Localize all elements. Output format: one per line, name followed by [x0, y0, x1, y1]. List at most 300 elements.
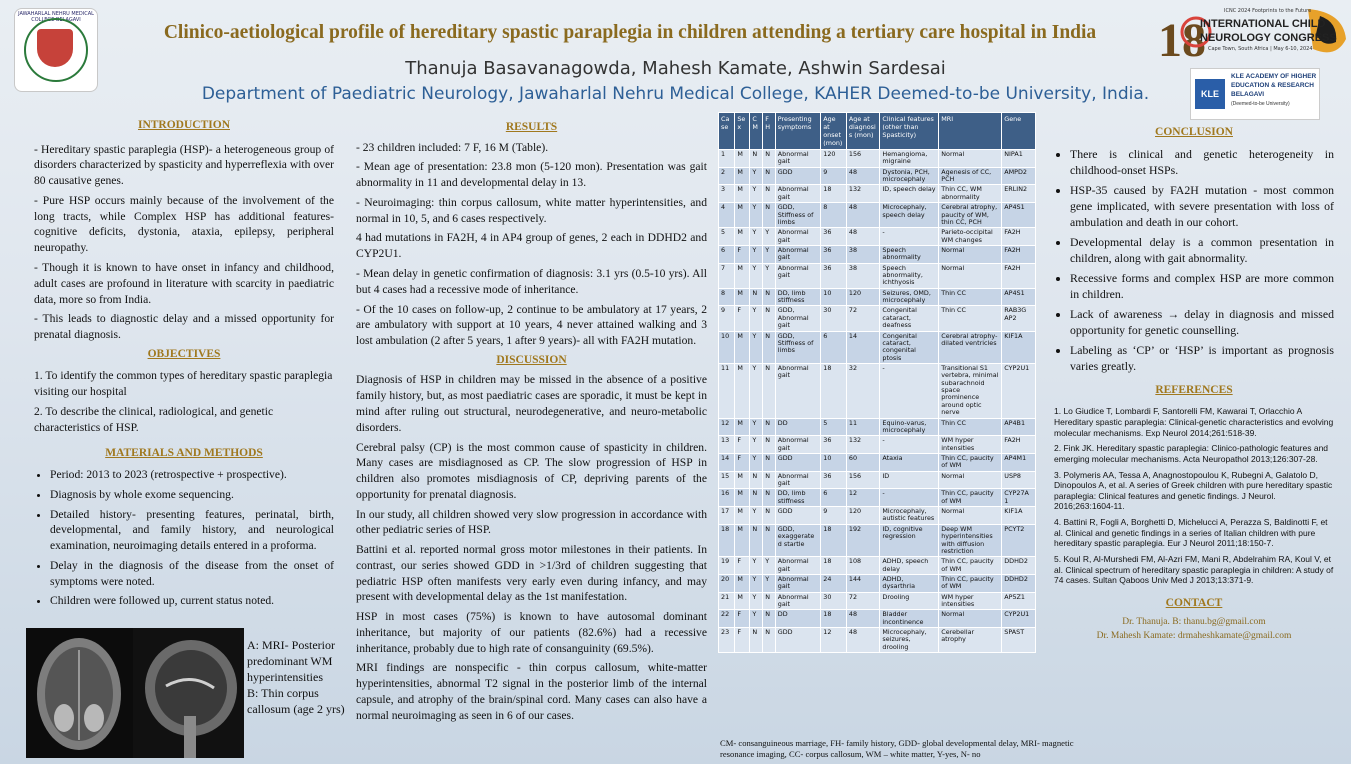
table-cell: Y: [763, 263, 776, 288]
mri-caption: [247, 638, 347, 718]
authors: Thanuja Basavanagowda, Mahesh Kamate, Ashwin Sardesai: [405, 58, 946, 79]
table-row: [719, 306, 1036, 331]
table-cell: 48: [846, 167, 880, 185]
kle-logo: [1190, 68, 1320, 120]
contact-line-2[interactable]: Dr. Mahesh Kamate: drmaheshkamate@gmail.com: [1096, 631, 1292, 642]
table-cell: Abnormal gait: [775, 263, 820, 288]
table-cell: FA2H: [1002, 436, 1036, 454]
table-cell: -: [880, 228, 939, 246]
table-cell: DDHD2: [1002, 557, 1036, 575]
table-cell: Normal: [939, 471, 1002, 489]
table-row: [719, 167, 1036, 185]
table-cell: Abnormal gait: [775, 228, 820, 246]
table-cell: Y: [750, 610, 763, 628]
table-cell: Normal: [939, 245, 1002, 263]
table-cell: N: [750, 288, 763, 306]
table-cell: N: [763, 436, 776, 454]
table-cell: CYP2U1: [1002, 363, 1036, 418]
intro-para: - Though it is known to have onset in infancy and childhood, adult cases are profound in literature with scarcity in paediatric data, more so from India.: [34, 260, 334, 306]
table-cell: Deep WM hyperintensities with diffusion restriction: [939, 524, 1002, 556]
table-cell: 10: [821, 288, 847, 306]
intro-para: - This leads to diagnostic delay and a missed opportunity for prenatal diagnosis.: [34, 312, 334, 342]
discussion-heading: DISCUSSION: [496, 353, 567, 366]
table-cell: Thin CC: [939, 288, 1002, 306]
table-cell: M: [735, 228, 750, 246]
table-cell: N: [763, 471, 776, 489]
table-cell: Thin CC, paucity of WM: [939, 453, 1002, 471]
table-cell: 14: [719, 453, 735, 471]
table-cell: M: [735, 203, 750, 228]
table-cell: F: [735, 628, 750, 653]
table-cell: Y: [763, 557, 776, 575]
table-row: [719, 471, 1036, 489]
table-cell: 36: [821, 436, 847, 454]
table-cell: N: [763, 203, 776, 228]
table-cell: Bladder incontinence: [880, 610, 939, 628]
table-cell: WM hyper intensities: [939, 592, 1002, 610]
reference-item: 5. Koul R, Al-Murshedi FM, Al-Azri FM, Mani R, Abdelrahim RA, Koul V, et al. Clinical spectrum of hereditary spastic paraplegia in children: A study of 74 cases. Sultan Qaboos Univ Med J 2013;13:371-9.: [1054, 553, 1334, 586]
contact-heading: CONTACT: [1165, 596, 1223, 609]
table-row: [719, 263, 1036, 288]
table-header-cell: Age at onset (mon): [821, 113, 847, 150]
table-cell: F: [735, 436, 750, 454]
table-row: [719, 288, 1036, 306]
table-cell: 5: [821, 418, 847, 436]
methods-list: [34, 467, 334, 609]
table-row: [719, 453, 1036, 471]
table-cell: M: [735, 489, 750, 507]
table-cell: 38: [846, 263, 880, 288]
table-cell: FA2H: [1002, 228, 1036, 246]
table-cell: DD, limb stiffness: [775, 288, 820, 306]
table-cell: N: [763, 331, 776, 363]
table-row: [719, 363, 1036, 418]
table-cell: 108: [846, 557, 880, 575]
table-cell: GDD: [775, 628, 820, 653]
table-cell: 156: [846, 471, 880, 489]
table-cell: 132: [846, 436, 880, 454]
table-cell: 36: [821, 245, 847, 263]
table-cell: M: [735, 471, 750, 489]
methods-item: • Diagnosis by whole exome sequencing.: [50, 487, 334, 503]
table-header-cell: Gene: [1002, 113, 1036, 150]
table-cell: 32: [846, 363, 880, 418]
table-cell: 6: [821, 331, 847, 363]
conclusion-item: • There is clinical and genetic heterogeneity in childhood-onset HSPs.: [1070, 146, 1334, 178]
table-cell: DD: [775, 610, 820, 628]
table-cell: Abnormal gait: [775, 574, 820, 592]
table-cell: Congenital cataract, deafness: [880, 306, 939, 331]
table-cell: 72: [846, 592, 880, 610]
table-header-cell: MRI: [939, 113, 1002, 150]
discussion-para: HSP in most cases (75%) is known to have autosomal dominant inheritance, but majority of our patients (82.6%) had a recessive inheritance, probably due to high rate of consanguinity (69.5%).: [356, 610, 707, 655]
contact-info: [1054, 615, 1334, 644]
table-cell: Y: [750, 306, 763, 331]
table-cell: Abnormal gait: [775, 471, 820, 489]
table-row: [719, 418, 1036, 436]
table-cell: 9: [821, 167, 847, 185]
table-cell: 23: [719, 628, 735, 653]
table-cell: Y: [763, 228, 776, 246]
table-cell: 4: [719, 203, 735, 228]
table-cell: N: [763, 363, 776, 418]
table-row: [719, 331, 1036, 363]
table-cell: 10: [719, 331, 735, 363]
table-cell: CYP2U1: [1002, 610, 1036, 628]
table-cell: 11: [846, 418, 880, 436]
table-cell: N: [763, 592, 776, 610]
table-cell: -: [880, 436, 939, 454]
objective-item: 1. To identify the common types of hereditary spastic paraplegia visiting our hospital: [34, 369, 333, 399]
table-cell: ADHD, dysarthria: [880, 574, 939, 592]
table-cell: AP4S1: [1002, 288, 1036, 306]
table-cell: USP8: [1002, 471, 1036, 489]
table-header-cell: Presenting symptoms: [775, 113, 820, 150]
table-cell: Speech abnormality: [880, 245, 939, 263]
table-cell: 30: [821, 306, 847, 331]
table-cell: N: [750, 524, 763, 556]
table-cell: 60: [846, 453, 880, 471]
icnc-logo: [1158, 4, 1348, 66]
table-cell: Cerebral atrophy, paucity of WM, thin CC, PCH: [939, 203, 1002, 228]
mri-caption-a: A: MRI- Posterior predominant WM hyperintensities: [247, 638, 335, 684]
table-cell: Y: [750, 203, 763, 228]
table-cell: Transitional S1 vertebra, minimal subarachnoid space prominence around optic nerve: [939, 363, 1002, 418]
table-cell: 144: [846, 574, 880, 592]
table-header-cell: C M: [750, 113, 763, 150]
table-cell: NIPA1: [1002, 150, 1036, 168]
table-cell: ERLIN2: [1002, 185, 1036, 203]
table-header-cell: Clinical features (other than Spasticity): [880, 113, 939, 150]
table-cell: N: [750, 150, 763, 168]
table-cell: 3: [719, 185, 735, 203]
table-cell: GDD, Stiffness of limbs: [775, 203, 820, 228]
table-cell: F: [735, 245, 750, 263]
table-cell: Dystonia, PCH, microcephaly: [880, 167, 939, 185]
contact-line-1[interactable]: Dr. Thanuja. B: thanu.bg@gmail.com: [1122, 616, 1266, 627]
table-cell: Y: [750, 185, 763, 203]
table-cell: 15: [719, 471, 735, 489]
table-cell: M: [735, 507, 750, 525]
patient-table: [718, 112, 1036, 653]
reference-item: 4. Battini R, Fogli A, Borghetti D, Michelucci A, Perazza S, Baldinotti F, et al. Clinical and genetic findings in a series of Italian children with pure hereditary spastic paraplegia. Eur J Neurol 2011;18:150-7.: [1054, 517, 1328, 549]
table-cell: N: [763, 418, 776, 436]
methods-item: • Delay in the diagnosis of the disease from the onset of symptoms were noted.: [50, 558, 334, 590]
table-header-cell: Age at diagnosi s (mon): [846, 113, 880, 150]
table-cell: 48: [846, 628, 880, 653]
table-cell: FA2H: [1002, 245, 1036, 263]
table-cell: 48: [846, 228, 880, 246]
table-cell: Agenesis of CC, PCH: [939, 167, 1002, 185]
references-list: [1054, 406, 1334, 585]
results-para: - Of the 10 cases on follow-up, 2 continue to be ambulatory at 17 years, 2 are ambulatory with support at 10 years, 4 never attained walking and 3 lost ambulation (2 after 5 years, 1 after 9 years)- all with FA2H mutation.: [356, 302, 707, 348]
conclusion-item: • Lack of awareness → delay in diagnosis and missed opportunity for genetic counselling.: [1070, 306, 1334, 338]
table-cell: 5: [719, 228, 735, 246]
table-header-row: [719, 113, 1036, 150]
table-cell: 12: [846, 489, 880, 507]
table-cell: N: [750, 489, 763, 507]
table-cell: WM hyper intensities: [939, 436, 1002, 454]
table-cell: PCYT2: [1002, 524, 1036, 556]
table-cell: M: [735, 592, 750, 610]
table-cell: Ataxia: [880, 453, 939, 471]
table-cell: 10: [821, 453, 847, 471]
table-cell: Y: [750, 507, 763, 525]
table-cell: 48: [846, 203, 880, 228]
table-cell: 18: [821, 610, 847, 628]
table-cell: Congenital cataract, congenital ptosis: [880, 331, 939, 363]
table-row: [719, 507, 1036, 525]
icnc-tagline: ICNC 2024 Footprints to the Future: [1224, 8, 1312, 14]
table-cell: N: [763, 167, 776, 185]
table-cell: N: [763, 489, 776, 507]
patient-table-container: [718, 112, 1036, 653]
table-cell: AP4B1: [1002, 418, 1036, 436]
results-para: - 23 children included: 7 F, 16 M (Table).: [356, 140, 549, 154]
table-cell: Y: [750, 245, 763, 263]
table-cell: Seizures, OMD, microcephaly: [880, 288, 939, 306]
table-cell: ID: [880, 471, 939, 489]
table-cell: Abnormal gait: [775, 592, 820, 610]
reference-item: 1. Lo Giudice T, Lombardi F, Santorelli FM, Kawarai T, Orlacchio A Hereditary spastic paraplegia: Clinical-genetic characteristics and evolving molecular mechanisms. Exp Neurol 2014;261:518-39.: [1054, 406, 1334, 438]
table-cell: CYP27A 1: [1002, 489, 1036, 507]
table-cell: 18: [821, 524, 847, 556]
table-cell: Y: [750, 363, 763, 418]
table-cell: KIF1A: [1002, 331, 1036, 363]
table-cell: 14: [846, 331, 880, 363]
table-cell: Y: [750, 263, 763, 288]
table-cell: ADHD, speech delay: [880, 557, 939, 575]
kle-badge: KLE: [1195, 79, 1225, 109]
table-cell: Abnormal gait: [775, 436, 820, 454]
table-cell: DDHD2: [1002, 574, 1036, 592]
table-header-cell: F H: [763, 113, 776, 150]
table-cell: GDD: [775, 453, 820, 471]
mri-images: [26, 628, 244, 758]
reference-item: 3. Polymeris AA, Tessa A, Anagnostopoulou K, Rubegni A, Galatolo D, Dinopoulos A, et al. A series of Greek children with pure hereditary spastic paraplegia: Clinical features and genetic findings. J Neurol. 2016;263:1604-11.: [1054, 469, 1333, 512]
table-cell: Y: [750, 167, 763, 185]
table-cell: 2: [719, 167, 735, 185]
table-cell: Y: [750, 331, 763, 363]
table-row: [719, 610, 1036, 628]
discussion-para: In our study, all children showed very slow progression in accordance with other pediatric series of HSP.: [356, 507, 707, 537]
table-cell: 9: [719, 306, 735, 331]
results-para: - Neuroimaging: thin corpus callosum, white matter hyperintensities, and normal in 10, 5, and 6 cases respectively.: [356, 195, 707, 225]
table-cell: Normal: [939, 263, 1002, 288]
table-cell: Y: [750, 574, 763, 592]
results-para: 4 had mutations in FA2H, 4 in AP4 group of genes, 2 each in DDHD2 and CYP2U1.: [356, 231, 707, 261]
table-cell: Y: [750, 592, 763, 610]
icnc-line2: NEUROLOGY CONGRESS: [1200, 32, 1337, 44]
table-cell: M: [735, 150, 750, 168]
department: Department of Paediatric Neurology, Jawaharlal Nehru Medical College, KAHER Deemed-to-be University, India.: [201, 84, 1150, 104]
table-cell: M: [735, 524, 750, 556]
table-cell: AP5Z1: [1002, 592, 1036, 610]
table-cell: Y: [750, 418, 763, 436]
table-cell: Thin CC, paucity of WM: [939, 574, 1002, 592]
left-column: [34, 118, 334, 613]
table-cell: 192: [846, 524, 880, 556]
conclusion-item: • Developmental delay is a common presentation in children, along with gait abnormality.: [1070, 234, 1334, 266]
right-column: [1054, 126, 1334, 643]
discussion-para: MRI findings are nonspecific - thin corpus callosum, white-matter hyperintensities, abnormal T2 signal in the posterior limb of the internal capsule, and atrophy of the brain/spinal cord. Many cases can also have a normal neuroimaging as seen in 6 of our cases.: [356, 661, 707, 722]
table-cell: 8: [821, 203, 847, 228]
table-cell: 20: [719, 574, 735, 592]
table-cell: Normal: [939, 610, 1002, 628]
table-header-cell: Ca se: [719, 113, 735, 150]
table-cell: N: [763, 524, 776, 556]
table-cell: 18: [821, 557, 847, 575]
table-row: [719, 524, 1036, 556]
table-cell: N: [763, 306, 776, 331]
table-cell: M: [735, 363, 750, 418]
table-header-cell: Se x: [735, 113, 750, 150]
table-row: [719, 203, 1036, 228]
results-para: - Mean age of presentation: 23.8 mon (5-120 mon). Presentation was gait abnormality in 11 and developmental delay in 13.: [356, 160, 707, 190]
table-cell: Y: [750, 557, 763, 575]
table-cell: Microcephaly, speech delay: [880, 203, 939, 228]
table-cell: 48: [846, 610, 880, 628]
table-cell: 11: [719, 363, 735, 418]
icnc-place: Cape Town, South Africa | May 6-10, 2024: [1208, 46, 1313, 52]
table-cell: N: [763, 610, 776, 628]
table-cell: -: [880, 363, 939, 418]
table-cell: N: [763, 150, 776, 168]
references-heading: REFERENCES: [1155, 384, 1233, 397]
table-cell: Microcephaly, seizures, drooling: [880, 628, 939, 653]
conclusion-heading: CONCLUSION: [1155, 126, 1233, 138]
discussion-para: Battini et al. reported normal gross motor milestones in their patients. In contrast, our series showed GDD in >1/3rd of children suggesting that pediatric HSP often manifests very early even during infancy, and may present with developmental delay as the 1st manifestation.: [356, 543, 707, 604]
table-cell: 1: [719, 150, 735, 168]
table-cell: Abnormal gait: [775, 150, 820, 168]
table-cell: Y: [750, 453, 763, 471]
table-cell: 36: [821, 228, 847, 246]
table-row: [719, 228, 1036, 246]
table-cell: N: [763, 185, 776, 203]
objective-item: 2. To describe the clinical, radiological, and genetic characteristics of HSP.: [34, 404, 274, 434]
discussion-para: Diagnosis of HSP in children may be missed in the absence of a positive family history, but, as most paediatric cases are sporadic, it must be kept in mind after ruling out structural, neurodegenerative, and neuro-metabolic disorders.: [356, 373, 707, 434]
table-cell: Hemangioma, migraine: [880, 150, 939, 168]
discussion-para: Cerebral palsy (CP) is the most common cause of spasticity in children. Many cases are misdiagnosed as CP. The slow progression of HSP in children also promotes misdiagnosis of CP, depriving parents of the opportunity for prenatal diagnosis.: [356, 440, 707, 501]
table-cell: 8: [719, 288, 735, 306]
table-cell: N: [763, 288, 776, 306]
table-cell: Normal: [939, 150, 1002, 168]
conclusion-list: [1054, 146, 1334, 374]
table-row: [719, 436, 1036, 454]
table-cell: 120: [821, 150, 847, 168]
table-cell: Abnormal gait: [775, 363, 820, 418]
kle-line1: KLE ACADEMY OF HIGHER: [1231, 73, 1317, 80]
table-cell: Drooling: [880, 592, 939, 610]
conclusion-item: • HSP-35 caused by FA2H mutation - most common gene implicated, with severe presentation with loss of ambulation and death in our cohort.: [1070, 182, 1334, 230]
table-cell: F: [735, 453, 750, 471]
conclusion-item: • Labeling as ‘CP’ or ‘HSP’ is important as prognosis varies greatly.: [1070, 342, 1334, 374]
svg-text:18: 18: [1158, 14, 1206, 66]
table-cell: 12: [821, 628, 847, 653]
table-cell: 72: [846, 306, 880, 331]
table-cell: F: [735, 557, 750, 575]
table-cell: 6: [821, 489, 847, 507]
table-cell: Microcephaly, autistic features: [880, 507, 939, 525]
table-cell: AP4M1: [1002, 453, 1036, 471]
table-cell: 120: [846, 288, 880, 306]
table-cell: F: [735, 306, 750, 331]
table-cell: ID, cognitive regression: [880, 524, 939, 556]
table-cell: Speech abnormality, ichthyosis: [880, 263, 939, 288]
table-cell: Y: [750, 228, 763, 246]
table-row: [719, 150, 1036, 168]
table-cell: 156: [846, 150, 880, 168]
table-cell: Abnormal gait: [775, 557, 820, 575]
kle-line3: BELAGAVI: [1231, 91, 1265, 98]
table-cell: M: [735, 418, 750, 436]
kle-line2: EDUCATION & RESEARCH: [1231, 82, 1314, 89]
table-cell: M: [735, 288, 750, 306]
table-body: [719, 150, 1036, 653]
table-cell: Thin CC, paucity of WM: [939, 557, 1002, 575]
table-cell: Abnormal gait: [775, 245, 820, 263]
college-logo: [14, 8, 98, 92]
table-row: [719, 557, 1036, 575]
intro-para: - Hereditary spastic paraplegia (HSP)- a heterogeneous group of disorders characterized by spasticity and hyperreflexia with over 80 causative genes.: [34, 142, 334, 188]
table-cell: ID, speech delay: [880, 185, 939, 203]
table-cell: GDD: [775, 167, 820, 185]
table-cell: GDD, exaggerate d startle: [775, 524, 820, 556]
table-cell: N: [750, 471, 763, 489]
table-cell: 6: [719, 245, 735, 263]
table-cell: 24: [821, 574, 847, 592]
middle-column: [356, 120, 707, 728]
introduction-heading: INTRODUCTION: [137, 119, 230, 131]
table-cell: Thin CC: [939, 306, 1002, 331]
table-cell: RAB3G AP2: [1002, 306, 1036, 331]
table-cell: Y: [763, 574, 776, 592]
table-cell: 13: [719, 436, 735, 454]
table-cell: Thin CC: [939, 418, 1002, 436]
table-cell: Y: [750, 436, 763, 454]
table-cell: M: [735, 331, 750, 363]
table-cell: GDD, Abnormal gait: [775, 306, 820, 331]
table-cell: AMPD2: [1002, 167, 1036, 185]
results-para: - Mean delay in genetic confirmation of diagnosis: 3.1 yrs (0.5-10 yrs). All but 4 cases had a recessive mode of inheritance.: [356, 266, 707, 296]
table-cell: DD: [775, 418, 820, 436]
table-cell: GDD, Stiffness of limbs: [775, 331, 820, 363]
table-cell: DD, limb stiffness: [775, 489, 820, 507]
table-cell: 21: [719, 592, 735, 610]
table-cell: 30: [821, 592, 847, 610]
table-cell: Y: [763, 245, 776, 263]
table-cell: N: [750, 628, 763, 653]
table-row: [719, 592, 1036, 610]
kle-line4: (Deemed-to-be University): [1231, 101, 1290, 107]
poster-title: Clinico-aetiological profile of hereditary spastic paraplegia in children attending a tertiary care hospital in India: [163, 22, 1097, 43]
methods-item: • Children were followed up, current status noted.: [50, 593, 334, 609]
table-row: [719, 245, 1036, 263]
table-cell: M: [735, 167, 750, 185]
mri-caption-b: B: Thin corpus callosum (age 2 yrs): [247, 685, 345, 716]
college-logo-text: JAWAHARLAL NEHRU MEDICAL COLLEGE BELAGAVI: [18, 11, 94, 23]
table-cell: 17: [719, 507, 735, 525]
table-row: [719, 628, 1036, 653]
mri-graphic: [26, 628, 244, 758]
table-cell: N: [763, 453, 776, 471]
table-cell: N: [763, 628, 776, 653]
table-cell: GDD: [775, 507, 820, 525]
table-cell: F: [735, 610, 750, 628]
table-cell: 18: [719, 524, 735, 556]
table-cell: M: [735, 185, 750, 203]
table-cell: N: [763, 507, 776, 525]
